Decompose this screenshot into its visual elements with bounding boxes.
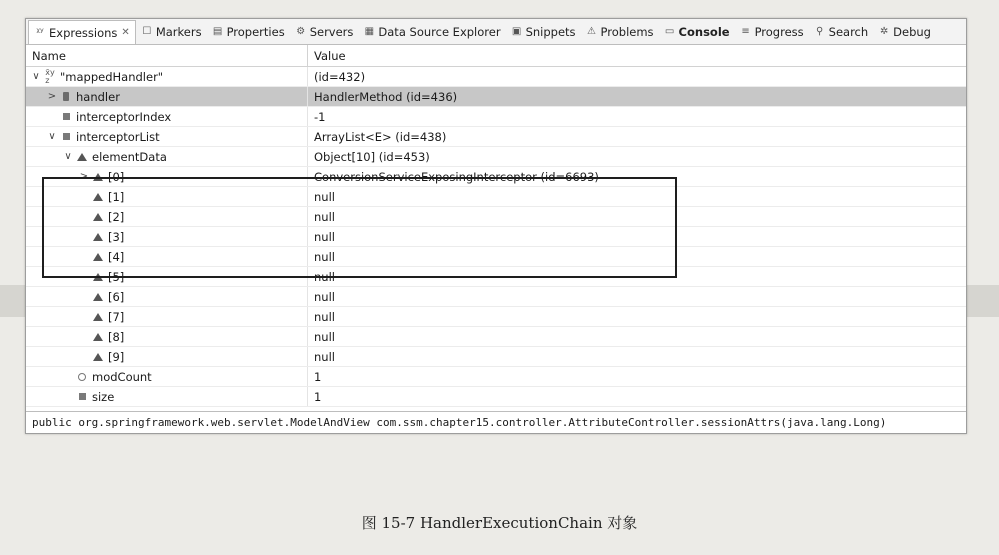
expressions-view-window bbox=[25, 18, 967, 434]
tree-row[interactable] bbox=[26, 147, 966, 167]
array-element-icon bbox=[92, 191, 104, 203]
tree-row-name-cell bbox=[26, 107, 308, 126]
variable-name: [3] bbox=[108, 229, 125, 244]
expressions-icon: ᵡʸ bbox=[36, 27, 44, 38]
tree-row[interactable] bbox=[26, 127, 966, 147]
array-element-icon bbox=[92, 311, 104, 323]
variable-value: ArrayList<E> (id=438) bbox=[314, 129, 447, 144]
variable-name: interceptorList bbox=[76, 129, 160, 144]
tree-row[interactable] bbox=[26, 87, 966, 107]
array-element-icon bbox=[92, 251, 104, 263]
tab-properties[interactable] bbox=[207, 21, 290, 43]
variable-name: [6] bbox=[108, 289, 125, 304]
tree-row-name-cell bbox=[26, 287, 308, 306]
tree-row-name-cell bbox=[26, 207, 308, 226]
tab-label: Markers bbox=[155, 24, 202, 39]
tree-row[interactable] bbox=[26, 167, 966, 187]
expression-tree bbox=[26, 67, 966, 407]
tree-row-name-cell bbox=[26, 267, 308, 286]
variable-value: null bbox=[314, 349, 335, 364]
tab-label: Debug bbox=[893, 24, 931, 39]
markers-icon: ☐ bbox=[142, 26, 152, 37]
variable-value: null bbox=[314, 309, 335, 324]
tree-row[interactable] bbox=[26, 367, 966, 387]
collapse-chevron-icon[interactable]: ∨ bbox=[48, 131, 56, 142]
variable-value: (id=432) bbox=[314, 69, 366, 84]
close-icon[interactable]: ✕ bbox=[121, 27, 130, 38]
variable-name: [4] bbox=[108, 249, 125, 264]
variable-value: null bbox=[314, 269, 335, 284]
tree-row[interactable] bbox=[26, 207, 966, 227]
expand-chevron-icon[interactable]: > bbox=[47, 91, 57, 102]
array-element-icon bbox=[76, 151, 88, 163]
tree-row-name-cell bbox=[26, 367, 308, 386]
tree-row[interactable] bbox=[26, 307, 966, 327]
protected-field-icon bbox=[76, 371, 88, 383]
variable-name: interceptorIndex bbox=[76, 109, 172, 124]
tab-problems[interactable] bbox=[581, 21, 659, 43]
tree-row[interactable] bbox=[26, 287, 966, 307]
array-element-icon bbox=[92, 271, 104, 283]
tree-row-name-cell bbox=[26, 127, 308, 146]
data-source-icon: ▦ bbox=[364, 26, 375, 37]
variable-name: size bbox=[92, 389, 115, 404]
snippets-icon: ▣ bbox=[511, 26, 522, 37]
detail-pane: public org.springframework.web.servlet.ModelAndView com.ssm.chapter15.controller.AttributeController.sessionAttrs(java.lang.Long) bbox=[26, 411, 966, 433]
tab-label: Search bbox=[828, 24, 869, 39]
variable-value: null bbox=[314, 189, 335, 204]
tab-debug[interactable] bbox=[873, 21, 936, 43]
tree-row[interactable] bbox=[26, 267, 966, 287]
variable-value: null bbox=[314, 229, 335, 244]
variable-value: Object[10] (id=453) bbox=[314, 149, 430, 164]
tree-row-name-cell bbox=[26, 187, 308, 206]
tree-row-name-cell bbox=[26, 387, 308, 406]
column-header-value[interactable]: Value bbox=[314, 48, 346, 63]
column-header-name[interactable]: Name bbox=[26, 45, 308, 66]
tab-label: Snippets bbox=[525, 24, 576, 39]
tab-label: Servers bbox=[309, 24, 354, 39]
tab-snippets[interactable] bbox=[506, 21, 581, 43]
collapse-chevron-icon[interactable]: ∨ bbox=[32, 71, 40, 82]
tree-row[interactable] bbox=[26, 67, 966, 87]
variable-name: [0] bbox=[108, 169, 125, 184]
tab-console[interactable] bbox=[659, 21, 735, 43]
tab-data-source-explorer[interactable] bbox=[358, 21, 505, 43]
table-header bbox=[26, 45, 966, 67]
variable-value: ConversionServiceExposingInterceptor (id=6693) bbox=[314, 169, 599, 184]
tree-row-name-cell bbox=[26, 167, 308, 186]
variable-name: [7] bbox=[108, 309, 125, 324]
tree-row[interactable] bbox=[26, 327, 966, 347]
tree-row-name-cell bbox=[26, 227, 308, 246]
array-element-icon bbox=[92, 331, 104, 343]
debug-icon: ✲ bbox=[879, 26, 889, 37]
servers-icon: ⚙ bbox=[296, 26, 306, 37]
variable-name: [9] bbox=[108, 349, 125, 364]
tab-search[interactable] bbox=[809, 21, 874, 43]
variable-value: 1 bbox=[314, 369, 322, 384]
tab-progress[interactable] bbox=[735, 21, 809, 43]
tree-row-name-cell bbox=[26, 347, 308, 366]
tab-expressions[interactable] bbox=[28, 20, 136, 45]
array-element-icon bbox=[92, 291, 104, 303]
tab-label: Expressions bbox=[49, 25, 118, 40]
progress-icon: ≡ bbox=[741, 26, 750, 37]
variable-name: [5] bbox=[108, 269, 125, 284]
variable-value: null bbox=[314, 289, 335, 304]
console-icon: ▭ bbox=[664, 26, 675, 37]
tree-row-name-cell bbox=[26, 307, 308, 326]
properties-icon: ▤ bbox=[212, 26, 223, 37]
collapse-chevron-icon[interactable]: ∨ bbox=[64, 151, 72, 162]
variable-name: [2] bbox=[108, 209, 125, 224]
expand-chevron-icon[interactable]: > bbox=[79, 171, 89, 182]
variable-name: [1] bbox=[108, 189, 125, 204]
field-icon bbox=[76, 391, 88, 403]
tab-label: Console bbox=[678, 24, 730, 39]
tree-row-name-cell bbox=[26, 67, 308, 86]
object-field-icon bbox=[60, 91, 72, 103]
tab-servers[interactable] bbox=[290, 21, 359, 43]
tab-label: Problems bbox=[600, 24, 654, 39]
tree-row-name-cell bbox=[26, 147, 308, 166]
variable-name: elementData bbox=[92, 149, 167, 164]
tree-row[interactable] bbox=[26, 347, 966, 367]
field-icon bbox=[60, 111, 72, 123]
variable-value: null bbox=[314, 249, 335, 264]
search-icon: ⚲ bbox=[815, 26, 824, 37]
tree-row[interactable] bbox=[26, 107, 966, 127]
tree-row-name-cell bbox=[26, 247, 308, 266]
variable-value: 1 bbox=[314, 389, 322, 404]
array-element-icon bbox=[92, 351, 104, 363]
variable-name: "mappedHandler" bbox=[60, 69, 164, 84]
tab-label: Properties bbox=[226, 24, 285, 39]
figure-caption: 图 15-7 HandlerExecutionChain 对象 bbox=[361, 514, 638, 532]
variable-name: handler bbox=[76, 89, 120, 104]
tree-row[interactable] bbox=[26, 187, 966, 207]
expression-icon: x̄y z bbox=[45, 67, 55, 85]
field-icon bbox=[60, 131, 72, 143]
tab-label: Data Source Explorer bbox=[378, 24, 501, 39]
tree-row-name-cell bbox=[26, 87, 308, 106]
variable-name: modCount bbox=[92, 369, 152, 384]
array-element-icon bbox=[92, 171, 104, 183]
array-element-icon bbox=[92, 211, 104, 223]
view-tab-bar bbox=[26, 19, 966, 45]
tree-row[interactable] bbox=[26, 247, 966, 267]
variable-value: null bbox=[314, 329, 335, 344]
variable-value: null bbox=[314, 209, 335, 224]
variable-value: -1 bbox=[314, 109, 326, 124]
tab-markers[interactable] bbox=[136, 21, 207, 43]
variable-name: [8] bbox=[108, 329, 125, 344]
tab-label: Progress bbox=[754, 24, 804, 39]
tree-row[interactable] bbox=[26, 227, 966, 247]
tree-row[interactable] bbox=[26, 387, 966, 407]
tree-row-name-cell bbox=[26, 327, 308, 346]
array-element-icon bbox=[92, 231, 104, 243]
problems-icon: ⚠ bbox=[587, 26, 597, 37]
variable-value: HandlerMethod (id=436) bbox=[314, 89, 458, 104]
